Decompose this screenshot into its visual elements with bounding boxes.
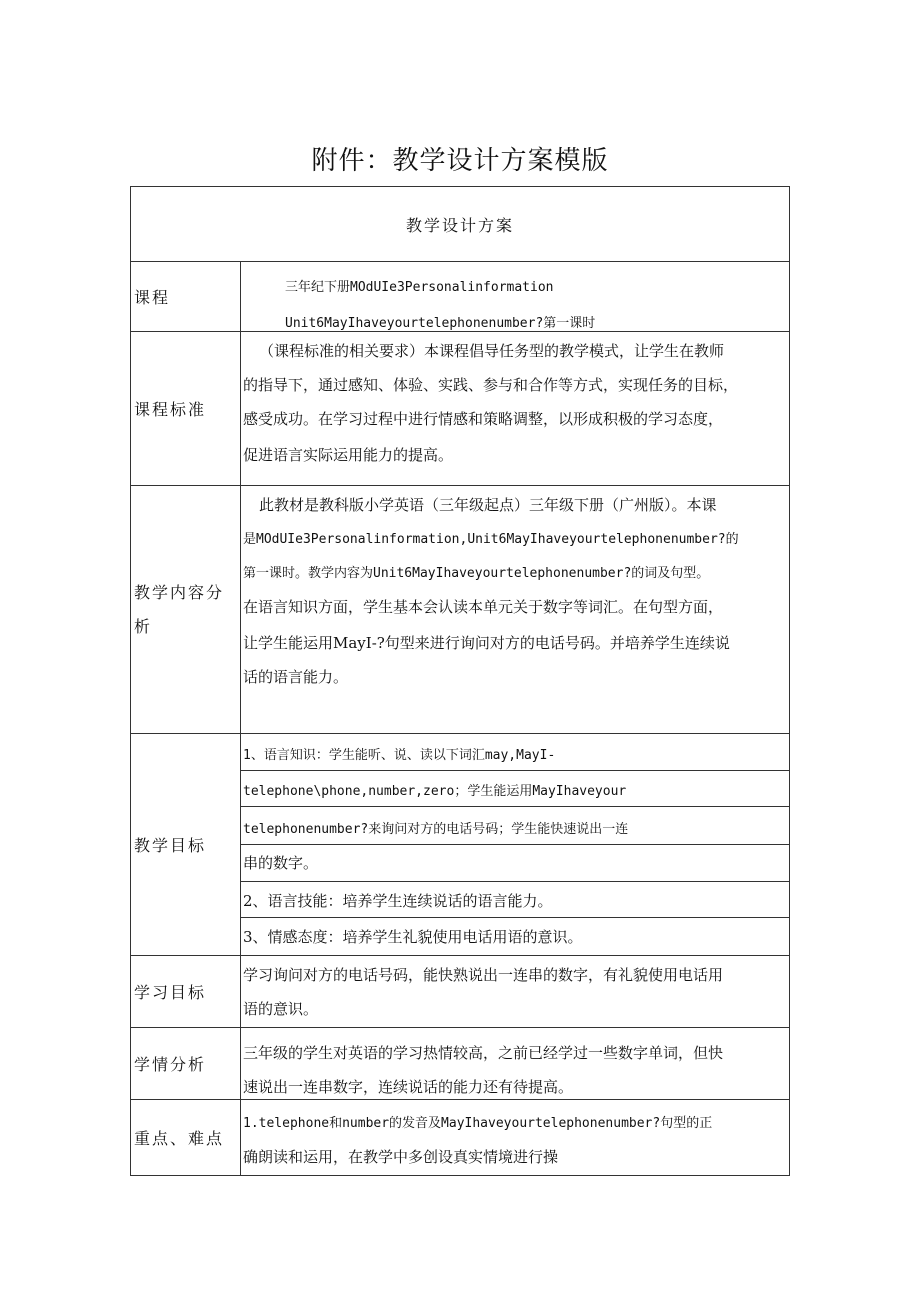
analysis-line-3: 第一课时。教学内容为Unit6MayIhaveyourtelephonenumber?的词及句型。 <box>243 566 710 581</box>
standard-line-4: 促进语言实际运用能力的提高。 <box>243 446 454 464</box>
content-analysis <box>241 486 789 733</box>
content-objectives <box>241 734 789 955</box>
row-course <box>131 261 789 331</box>
label-content-line-2: 析 <box>134 616 153 636</box>
course-line-1: 三年纪下册MOdUIe3Personalinformation <box>285 280 554 295</box>
analysis-line-2: 是MOdUIe3Personalinformation,Unit6MayIhaveyourtelephonenumber?的 <box>243 532 739 547</box>
label-content-analysis <box>131 486 241 733</box>
objective-line-6: 3、情感态度：培养学生礼貌使用电话用语的意识。 <box>243 928 583 946</box>
learning-line-1: 学习询问对方的电话号码，能快熟说出一连串的数字，有礼貌使用电话用 <box>243 966 724 984</box>
content-standard <box>241 332 789 485</box>
table-caption: 教学设计方案 <box>405 215 514 235</box>
content-learning <box>241 956 789 1027</box>
situation-line-2: 速说出一连串数字，连续说话的能力还有待提高。 <box>243 1078 574 1096</box>
row-standard <box>131 331 789 485</box>
table-caption-row <box>131 187 789 261</box>
standard-line-1: （课程标准的相关要求）本课程倡导任务型的教学模式，让学生在教师 <box>259 342 725 360</box>
row-content-analysis <box>131 485 789 733</box>
keypoints-line-1: 1.telephone和number的发音及MayIhaveyourtelephonenumber?句型的正 <box>243 1116 713 1131</box>
row-situation <box>131 1027 789 1099</box>
content-keypoints <box>241 1100 789 1175</box>
label-objectives: 教学目标 <box>131 734 241 955</box>
keypoints-line-2: 确朗读和运用，在教学中多创设真实情境进行操 <box>243 1148 559 1166</box>
analysis-line-6: 话的语言能力。 <box>243 668 349 686</box>
objective-line-2: telephone\phone,number,zero；学生能运用MayIhaveyour <box>243 784 627 799</box>
document-title: 附件：教学设计方案模版 <box>311 146 609 176</box>
objective-line-5: 2、语言技能：培养学生连续说话的语言能力。 <box>243 892 553 910</box>
objective-line-1: 1、语言知识：学生能听、说、读以下词汇may,MayI- <box>243 748 556 763</box>
objectives-divider-2 <box>241 806 789 807</box>
objective-line-4: 串的数字。 <box>243 854 319 872</box>
analysis-line-4: 在语言知识方面，学生基本会认读本单元关于数字等词汇。在句型方面， <box>243 598 724 616</box>
standard-line-3: 感受成功。在学习过程中进行情感和策略调整，以形成积极的学习态度， <box>243 410 724 428</box>
label-learning: 学习目标 <box>131 956 241 1027</box>
row-objectives <box>131 733 789 955</box>
label-standard: 课程标准 <box>131 332 241 485</box>
label-situation: 学情分析 <box>131 1028 241 1099</box>
objectives-divider-1 <box>241 770 789 771</box>
objectives-divider-5 <box>241 917 789 918</box>
row-learning <box>131 955 789 1027</box>
label-course: 课程 <box>131 262 241 331</box>
label-content-line-1: 教学内容分 <box>134 582 225 602</box>
objective-line-3: telephonenumber?来询问对方的电话号码；学生能快速说出一连 <box>243 822 629 837</box>
objectives-divider-4 <box>241 881 789 882</box>
situation-line-1: 三年级的学生对英语的学习热情较高，之前已经学过一些数字单词，但快 <box>243 1044 724 1062</box>
learning-line-2: 语的意识。 <box>243 1000 319 1018</box>
design-table <box>130 186 790 1176</box>
analysis-line-1: 此教材是教科版小学英语（三年级起点）三年级下册（广州版）。本课 <box>259 496 717 514</box>
row-keypoints <box>131 1099 789 1175</box>
content-situation <box>241 1028 789 1099</box>
analysis-line-5: 让学生能运用MayI-?句型来进行询问对方的电话号码。并培养学生连续说 <box>243 634 730 652</box>
label-keypoints: 重点、难点 <box>131 1100 241 1175</box>
objectives-divider-3 <box>241 844 789 845</box>
content-course <box>241 262 789 331</box>
standard-line-2: 的指导下，通过感知、体验、实践、参与和合作等方式，实现任务的目标， <box>243 376 739 394</box>
course-line-2: Unit6MayIhaveyourtelephonenumber?第一课时 <box>285 316 596 331</box>
